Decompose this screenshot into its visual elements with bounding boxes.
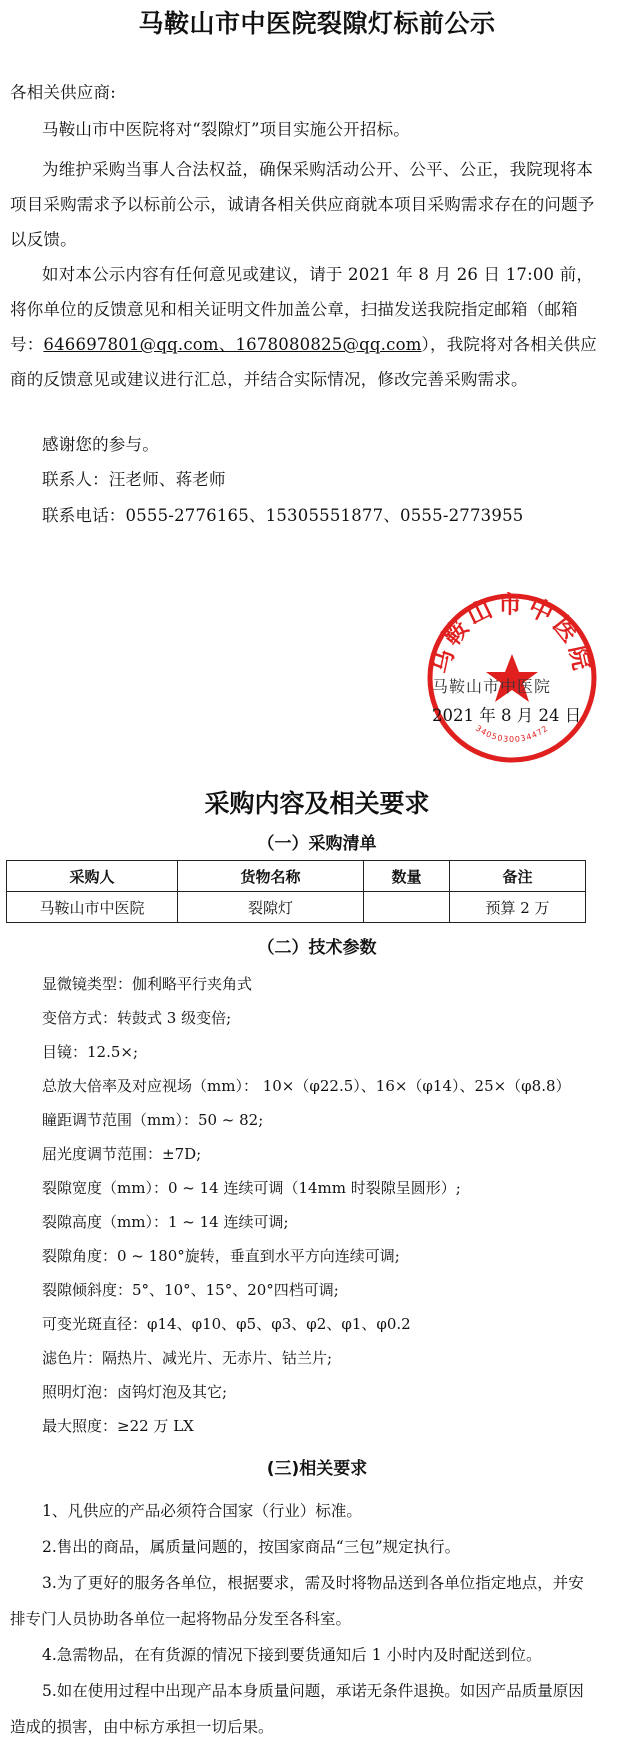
signature-org: 马鞍山市中医院 xyxy=(432,677,552,696)
requirements-list xyxy=(10,1493,595,1745)
table-header-row xyxy=(7,861,586,892)
table-row xyxy=(7,892,586,923)
cell-remark: 预算 2 万 xyxy=(450,892,586,923)
paragraph-purpose: 为维护采购当事人合法权益，确保采购活动公开、公平、公正，我院现将本项目采购需求予以标前公示，诚请各相关供应商就本项目采购需求存在的问题予以反馈。 xyxy=(10,160,595,249)
spec-item: 瞳距调节范围（mm）：50 ~ 82; xyxy=(42,1111,264,1129)
table-header-goods: 货物名称 xyxy=(178,861,364,892)
spec-item: 最大照度：≥22 万 LX xyxy=(42,1417,194,1435)
subsection-tech-params: （二）技术参数 xyxy=(257,938,377,958)
cell-buyer: 马鞍山市中医院 xyxy=(7,892,178,923)
table-header-remark: 备注 xyxy=(450,861,586,892)
requirement-item: 4.急需物品，在有货源的情况下接到要货通知后 1 小时内及时配送到位。 xyxy=(42,1646,542,1664)
spec-item: 总放大倍率及对应视场（mm）： 10×（φ22.5）、16×（φ14）、25×（φ8.8） xyxy=(42,1077,571,1095)
table-header-buyer: 采购人 xyxy=(7,861,178,892)
feedback-text-after: ），我院将对各相关供应商的反馈意见或建议进行汇总，并结合实际情况，修改完善采购需求。 xyxy=(10,335,597,389)
section-title: 采购内容及相关要求 xyxy=(204,789,430,818)
spec-item: 变倍方式：转鼓式 3 级变倍; xyxy=(42,1009,232,1027)
spec-item: 裂隙角度：0 ~ 180°旋转，垂直到水平方向连续可调; xyxy=(42,1247,400,1265)
paragraph-feedback xyxy=(10,257,600,397)
subsection-purchase-list: （一）采购清单 xyxy=(257,834,377,854)
table-header-quantity: 数量 xyxy=(364,861,450,892)
thanks-line: 感谢您的参与。 xyxy=(42,435,159,454)
greeting: 各相关供应商: xyxy=(10,83,116,102)
requirement-item: 1、凡供应的产品必须符合国家（行业）标准。 xyxy=(42,1502,362,1520)
spec-item: 裂隙倾斜度：5°、10°、15°、20°四档可调; xyxy=(42,1281,339,1299)
svg-text:3405030034472: 3405030034472 xyxy=(473,723,551,744)
spec-item: 裂隙高度（mm）：1 ~ 14 连续可调; xyxy=(42,1213,289,1231)
cell-quantity xyxy=(364,892,450,923)
requirement-item: 2.售出的商品，属质量问题的，按国家商品“三包”规定执行。 xyxy=(42,1538,461,1556)
spec-item: 照明灯泡：卤钨灯泡及其它; xyxy=(42,1383,228,1401)
paragraph-intro: 马鞍山市中医院将对“裂隙灯”项目实施公开招标。 xyxy=(42,120,410,139)
spec-item: 可变光斑直径：φ14、φ10、φ5、φ3、φ2、φ1、φ0.2 xyxy=(42,1315,411,1333)
contact-line: 联系人：汪老师、蒋老师 xyxy=(42,470,226,489)
spec-item: 滤色片：隔热片、减光片、无赤片、钴兰片; xyxy=(42,1349,333,1367)
purchase-table xyxy=(6,860,586,923)
spec-item: 裂隙宽度（mm）：0 ~ 14 连续可调（14mm 时裂隙呈圆形）; xyxy=(42,1179,461,1197)
subsection-requirements: (三)相关要求 xyxy=(266,1459,368,1479)
signature-date: 2021 年 8 月 24 日 xyxy=(432,706,582,725)
phone-line: 联系电话：0555-2776165、15305551877、0555-2773955 xyxy=(42,506,524,525)
svg-text:马鞍山市中医院: 马鞍山市中医院 xyxy=(426,590,598,677)
document-title: 马鞍山市中医院裂隙灯标前公示 xyxy=(138,9,496,38)
cell-goods: 裂隙灯 xyxy=(178,892,364,923)
spec-item: 显微镜类型：伽利略平行夹角式 xyxy=(42,975,253,993)
spec-item: 目镜：12.5×; xyxy=(42,1043,139,1061)
spec-item: 屈光度调节范围：±7D; xyxy=(42,1145,202,1163)
requirement-item: 5.如在使用过程中出现产品本身质量问题，承诺无条件退换。如因产品质量原因造成的损害，由中标方承担一切后果。 xyxy=(10,1682,584,1736)
feedback-text-before: 如对本公示内容有任何意见或建议，请于 2021 年 8 月 26 日 17:00 前，将你单位的反馈意见和相关证明文件加盖公章，扫描发送我院指定邮箱（邮箱号： xyxy=(10,265,594,354)
requirement-item: 3.为了更好的服务各单位，根据要求，需及时将物品送到各单位指定地点，并安排专门人员协助各单位一起将物品分发至各科室。 xyxy=(10,1574,584,1628)
email-link[interactable]: 646697801@qq.com、1678080825@qq.com xyxy=(43,335,422,354)
